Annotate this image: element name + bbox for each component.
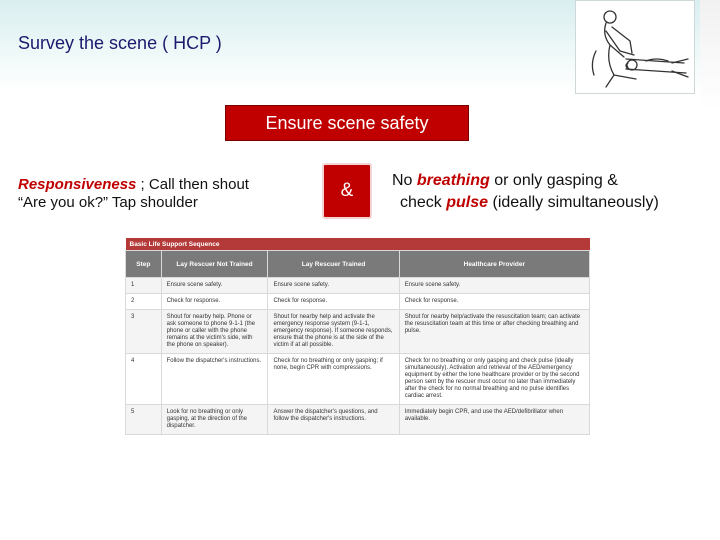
breathing-prefix: No [392, 172, 417, 189]
ensure-scene-safety-box: Ensure scene safety [225, 105, 469, 141]
lay-not-trained-cell: Shout for nearby help. Phone or ask someone to phone 9-1-1 (the phone or caller with the phone remains at the victim's side, with the phone on speaker). [161, 310, 268, 354]
bls-table-header-row [126, 251, 590, 278]
healthcare-provider-cell: Check for response. [399, 294, 589, 310]
pulse-prefix: check [400, 194, 447, 211]
step-number: 2 [126, 294, 162, 310]
lay-not-trained-cell: Look for no breathing or only gasping, at the direction of the dispatcher. [161, 405, 268, 435]
header-lay-not-trained: Lay Rescuer Not Trained [161, 251, 268, 278]
breathing-line1-rest: or only gasping & [489, 172, 618, 189]
table-row [126, 294, 590, 310]
cpr-rescuer-image [576, 1, 694, 93]
slide-title: Survey the scene ( HCP ) [18, 33, 222, 53]
step-number: 5 [126, 405, 162, 435]
pulse-line-rest: (ideally simultaneously) [488, 194, 659, 211]
bls-table-title-row [126, 238, 590, 251]
table-row [126, 354, 590, 405]
cpr-illustration [575, 0, 695, 94]
responsiveness-keyword: Responsiveness [18, 176, 137, 193]
header-step: Step [126, 251, 162, 278]
lay-trained-cell: Check for response. [268, 294, 399, 310]
ampersand-box: & [322, 163, 372, 219]
lay-not-trained-cell: Ensure scene safety. [161, 278, 268, 294]
pulse-line [392, 192, 712, 214]
breathing-keyword: breathing [416, 172, 490, 189]
responsiveness-line1-rest: ; Call then shout [136, 176, 249, 193]
lay-trained-cell: Ensure scene safety. [268, 278, 399, 294]
breathing-text [392, 170, 712, 214]
healthcare-provider-cell: Ensure scene safety. [399, 278, 589, 294]
header-healthcare-provider: Healthcare Provider [399, 251, 589, 278]
edge-strip [700, 0, 720, 110]
lay-not-trained-cell: Check for response. [161, 294, 268, 310]
lay-not-trained-cell: Follow the dispatcher's instructions. [161, 354, 268, 405]
table-row [126, 405, 590, 435]
pulse-keyword: pulse [446, 194, 489, 211]
healthcare-provider-cell: Check for no breathing or only gasping and check pulse (ideally simultaneously). Activation and retrieval of the AED/emergency equipment by either the lone healthcare provider or by the second person sent by the rescuer must occur no later than immediately after the check for no normal breathing and no pulse identifies cardiac arrest. [399, 354, 589, 405]
healthcare-provider-cell: Shout for nearby help/activate the resuscitation team; can activate the resuscitation team at this time or after checking breathing and pulse. [399, 310, 589, 354]
step-number: 3 [126, 310, 162, 354]
header-lay-trained: Lay Rescuer Trained [268, 251, 399, 278]
bls-sequence-table [125, 238, 590, 435]
responsiveness-text [18, 176, 318, 212]
healthcare-provider-cell: Immediately begin CPR, and use the AED/defibrillator when available. [399, 405, 589, 435]
lay-trained-cell: Shout for nearby help and activate the emergency response system (9-1-1, emergency response). If someone responds, ensure that the phone is at the side of the victim if at all possible. [268, 310, 399, 354]
step-number: 4 [126, 354, 162, 405]
lay-trained-cell: Check for no breathing or only gasping; if none, begin CPR with compressions. [268, 354, 399, 405]
responsiveness-line2: “Are you ok?” Tap shoulder [18, 194, 198, 211]
table-row [126, 278, 590, 294]
lay-trained-cell: Answer the dispatcher's questions, and follow the dispatcher's instructions. [268, 405, 399, 435]
table-row [126, 310, 590, 354]
bls-table-title: Basic Life Support Sequence [126, 238, 590, 251]
step-number: 1 [126, 278, 162, 294]
